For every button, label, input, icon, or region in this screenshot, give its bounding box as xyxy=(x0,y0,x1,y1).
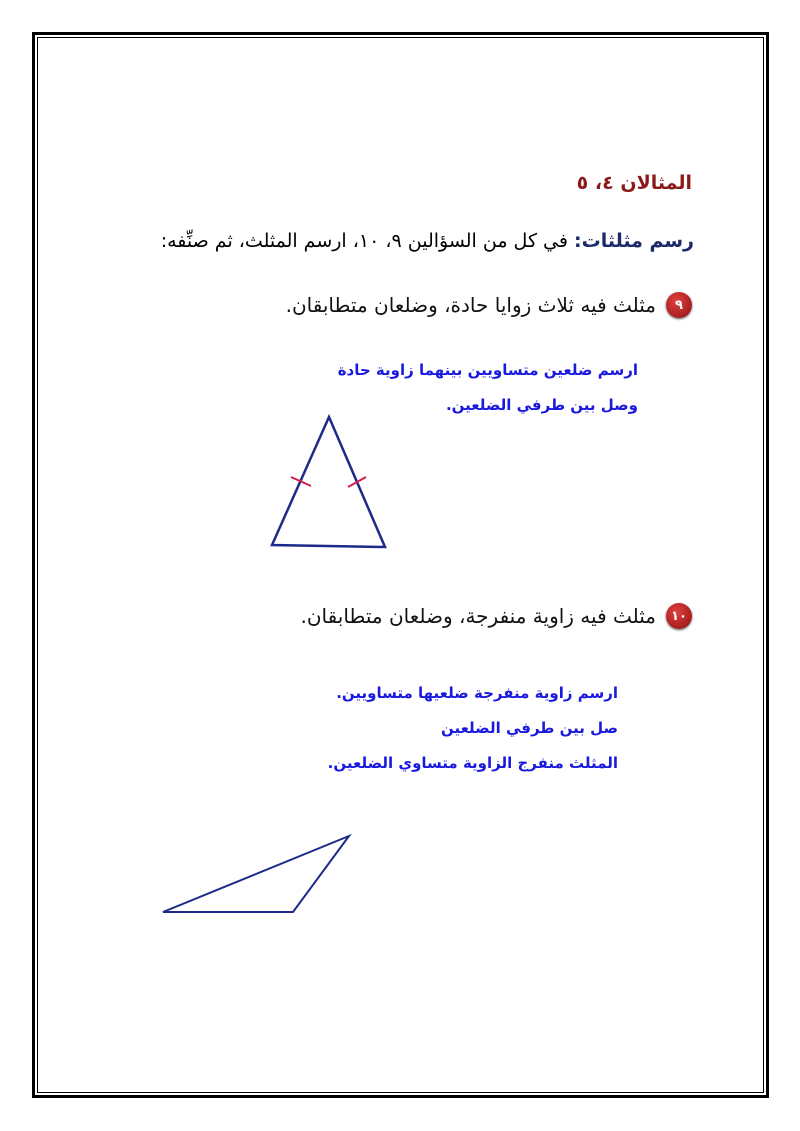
answer-line: ارسم ضلعين متساويين بينهما زاوية حادة xyxy=(337,361,638,379)
section-heading: المثالان ٤، ٥ xyxy=(576,172,692,194)
answer-line: وصل بين طرفي الضلعين. xyxy=(445,396,638,414)
answer-line: ارسم زاوية منفرجة ضلعيها متساويين. xyxy=(336,684,618,702)
question-number-badge: ٩ xyxy=(666,292,692,318)
question-number-badge: ١٠ xyxy=(666,603,692,629)
isosceles-obtuse-triangle xyxy=(163,836,349,912)
instruction-title: رسم مثلثات: xyxy=(574,230,694,252)
answer-line: صل بين طرفي الضلعين xyxy=(440,719,618,737)
congruence-tick-right xyxy=(348,477,366,487)
question-text: مثلث فيه ثلاث زوايا حادة، وضلعان متطابقان. xyxy=(285,293,656,317)
instruction-body: في كل من السؤالين ٩، ١٠، ارسم المثلث، ثم صنِّفه: xyxy=(160,230,574,252)
isosceles-acute-triangle xyxy=(272,417,385,547)
question-text: مثلث فيه زاوية منفرجة، وضلعان متطابقان. xyxy=(300,604,656,628)
answer-line: المثلث منفرج الزاوية متساوي الضلعين. xyxy=(327,754,618,772)
